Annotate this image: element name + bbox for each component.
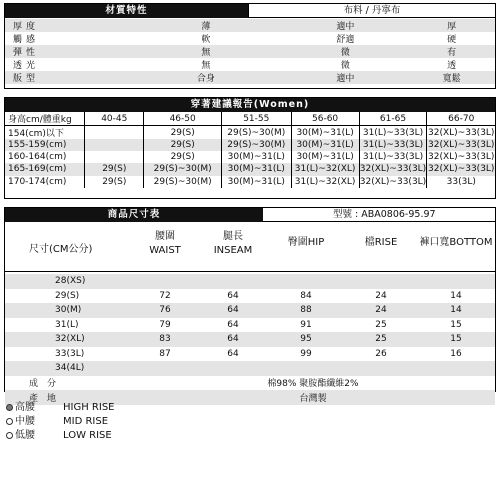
material-row — [5, 45, 495, 58]
size-suggestion: 30(M)~31(L) — [291, 151, 359, 163]
filled-circle-icon — [6, 404, 13, 411]
size-row — [5, 347, 495, 362]
recommend-title: 穿著建議報告(Women) — [190, 99, 310, 110]
size-label: 28(XS) — [5, 274, 131, 289]
material-mid: 舒適 — [336, 35, 355, 45]
size-title: 商品尺寸表 — [107, 209, 161, 220]
size-row — [5, 303, 495, 318]
size-value: 76 — [131, 303, 199, 318]
size-col-header — [5, 222, 495, 272]
recommend-table — [5, 112, 495, 188]
size-value: 24 — [345, 303, 417, 318]
size-value: 79 — [159, 319, 171, 330]
material-row — [5, 32, 495, 45]
height-range: 170-174(cm) — [8, 176, 67, 187]
height-range: 154(cm)以下 — [8, 129, 64, 139]
size-col-header-item — [199, 230, 267, 258]
weight-header: 51-55 — [221, 112, 291, 126]
size-suggestion: 29(S)~30(M) — [144, 176, 222, 188]
size-value — [131, 361, 199, 376]
size-suggestion: 30(M)~31(L) — [291, 139, 359, 151]
recommend-row — [5, 139, 495, 151]
weight-header: 61-65 — [359, 112, 427, 126]
material-high: 有 — [408, 45, 495, 58]
composition-value: 棉98% 聚胺酯纖維2% — [267, 379, 359, 390]
size-value — [417, 361, 495, 376]
fabric-type: 布料 / 丹寧布 — [248, 4, 495, 18]
material-label: 版型 — [5, 71, 129, 84]
size-label: 33(3L) — [55, 348, 85, 359]
size-col-header-item — [417, 236, 495, 250]
size-row — [5, 274, 495, 289]
material-low: 軟 — [201, 35, 211, 45]
size-suggestion: 29(S)~30(M) — [221, 126, 291, 140]
size-suggestion: 29(S) — [85, 163, 144, 175]
size-value: 91 — [300, 319, 312, 330]
size-value: 16 — [450, 348, 462, 359]
size-value: 64 — [227, 290, 239, 301]
size-header — [5, 208, 263, 222]
size-row — [5, 289, 495, 304]
size-suggestion: 33(3L) — [427, 176, 495, 188]
material-mid: 適中 — [283, 71, 409, 84]
size-col-en: WAIST — [149, 245, 181, 256]
size-col-label: 尺寸(CM公分) — [29, 244, 93, 255]
size-suggestion: 32(XL)~33(3L) — [428, 127, 495, 138]
size-value: 25 — [345, 332, 417, 347]
material-mid: 微 — [340, 61, 350, 71]
size-row — [5, 332, 495, 347]
material-header — [5, 4, 248, 18]
size-value — [345, 274, 417, 289]
material-low: 無 — [129, 45, 282, 58]
size-value — [199, 274, 267, 289]
size-value: 87 — [159, 348, 171, 359]
material-row — [5, 71, 495, 84]
size-value: 64 — [227, 348, 239, 359]
size-value: 88 — [267, 303, 345, 318]
size-suggestion: 32(XL)~33(3L) — [428, 164, 495, 175]
material-mid: 微 — [283, 45, 409, 58]
size-suggestion: 29(S)~30(M) — [144, 163, 222, 175]
size-label: 34(4L) — [5, 361, 131, 376]
size-col-zh: 臀圍HIP — [287, 237, 325, 248]
material-label: 觸感 — [13, 35, 40, 45]
size-col-zh: 腿長 — [223, 231, 243, 242]
size-value — [417, 274, 495, 289]
size-label: 32(XL) — [5, 332, 131, 347]
size-suggestion: 29(S) — [144, 126, 222, 140]
material-low: 無 — [201, 61, 211, 71]
size-suggestion: 30(M)~31(L) — [221, 163, 291, 175]
legend-en: HIGH RISE — [63, 402, 115, 413]
size-suggestion — [85, 151, 144, 163]
material-high: 寬鬆 — [408, 71, 495, 84]
size-value: 15 — [450, 319, 462, 330]
size-value — [199, 361, 267, 376]
size-suggestion: 29(S) — [144, 151, 222, 163]
size-value: 24 — [375, 290, 387, 301]
size-value: 64 — [199, 303, 267, 318]
size-row — [5, 361, 495, 376]
origin-value: 台灣製 — [131, 390, 495, 405]
size-suggestion: 31(L)~33(3L) — [359, 139, 427, 151]
size-suggestion: 31(L)~32(XL) — [291, 176, 359, 188]
size-suggestion: 32(XL)~33(3L) — [359, 164, 427, 175]
composition-row — [5, 376, 495, 391]
legend-zh: 高腰 — [15, 402, 35, 413]
size-suggestion: 30(M)~31(L) — [221, 176, 291, 188]
size-suggestion — [85, 126, 144, 140]
recommend-row — [5, 176, 495, 188]
material-label: 透光 — [13, 61, 40, 71]
size-label: 31(L) — [55, 319, 79, 330]
recommend-row — [5, 163, 495, 175]
size-suggestion: 32(XL)~33(3L) — [428, 152, 495, 163]
legend-item — [6, 398, 114, 413]
weight-header: 66-70 — [427, 112, 495, 126]
recommend-header — [5, 98, 495, 112]
legend-en: LOW RISE — [63, 430, 112, 441]
size-suggestion: 31(L)~33(3L) — [359, 126, 427, 140]
size-suggestion: 29(S) — [144, 139, 222, 151]
height-range: 155-159(cm) — [5, 139, 85, 151]
size-suggestion: 32(XL)~33(3L) — [359, 176, 427, 187]
size-col-en: INSEAM — [213, 245, 253, 256]
size-value: 64 — [199, 332, 267, 347]
material-mid: 適中 — [283, 19, 409, 32]
size-value — [345, 361, 417, 376]
legend-zh: 中腰 — [15, 416, 35, 427]
recommend-header-row — [5, 112, 495, 126]
size-value: 99 — [300, 348, 312, 359]
recommend-corner: 身高cm/體重kg — [5, 112, 85, 126]
size-section — [4, 207, 496, 404]
size-col-zh: 檔RISE — [364, 237, 398, 248]
material-label: 彈性 — [5, 45, 129, 58]
material-high: 透 — [447, 61, 457, 71]
size-suggestion: 30(M)~31(L) — [221, 151, 291, 163]
size-col-header-item — [131, 230, 199, 258]
size-value — [267, 274, 345, 289]
size-suggestion: 31(L)~32(XL) — [291, 163, 359, 175]
composition-label: 成 分 — [29, 379, 57, 390]
legend-zh: 低腰 — [15, 430, 35, 441]
material-section — [4, 3, 496, 89]
size-value: 14 — [417, 303, 495, 318]
size-value: 14 — [450, 290, 462, 301]
size-table — [5, 274, 495, 405]
recommend-row — [5, 126, 495, 140]
size-suggestion — [85, 139, 144, 151]
size-col-zh: 腰圍 — [155, 231, 175, 242]
size-value: 84 — [300, 290, 312, 301]
legend-item — [6, 426, 112, 441]
material-table — [5, 19, 495, 84]
recommend-section — [4, 97, 496, 199]
material-low: 合身 — [129, 71, 282, 84]
origin-label: 產 地 — [5, 390, 131, 405]
size-value: 72 — [159, 290, 171, 301]
size-value: 15 — [417, 332, 495, 347]
empty-circle-icon — [6, 418, 13, 425]
empty-circle-icon — [6, 432, 13, 439]
material-row — [5, 19, 495, 32]
material-high: 厚 — [408, 19, 495, 32]
size-suggestion: 31(L)~33(3L) — [359, 151, 427, 163]
size-col-header-item — [267, 236, 345, 250]
legend-item — [6, 412, 108, 427]
weight-header: 40-45 — [85, 112, 144, 126]
size-value: 64 — [227, 319, 239, 330]
size-label: 30(M) — [5, 303, 131, 318]
size-suggestion: 30(M)~31(L) — [291, 126, 359, 140]
material-title: 材質特性 — [105, 5, 148, 16]
size-label: 29(S) — [55, 290, 80, 301]
size-suggestion: 32(XL)~33(3L) — [428, 140, 495, 151]
material-high: 硬 — [447, 35, 457, 45]
size-suggestion: 29(S) — [85, 176, 144, 188]
size-col-header-item — [345, 236, 417, 250]
weight-header: 56-60 — [291, 112, 359, 126]
material-low: 薄 — [129, 19, 282, 32]
size-value: 83 — [131, 332, 199, 347]
size-value — [131, 274, 199, 289]
size-value: 26 — [375, 348, 387, 359]
material-row — [5, 58, 495, 71]
material-label: 厚度 — [5, 19, 129, 32]
recommend-row — [5, 151, 495, 163]
size-suggestion: 29(S)~30(M) — [221, 139, 291, 151]
size-value: 25 — [375, 319, 387, 330]
size-col-zh: 褲口寬BOTTOM — [419, 237, 493, 248]
model-number: 型號 : ABA0806-95.97 — [263, 208, 495, 222]
weight-header: 46-50 — [144, 112, 222, 126]
height-range: 165-169(cm) — [5, 163, 85, 175]
legend-en: MID RISE — [63, 416, 109, 427]
size-value — [267, 361, 345, 376]
height-range: 160-164(cm) — [8, 152, 67, 163]
size-row — [5, 318, 495, 333]
size-value: 95 — [267, 332, 345, 347]
